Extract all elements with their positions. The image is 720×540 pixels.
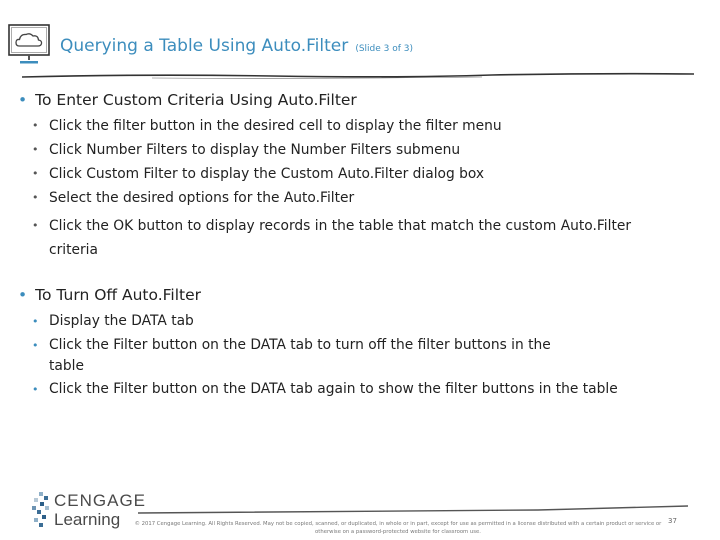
list-item: • Click the Filter button on the DATA tab to turn off the filter buttons in the table — [32, 337, 551, 374]
footer-divider — [138, 497, 688, 517]
bullet: • — [18, 286, 28, 304]
list-item: • Click Number Filters to display the Number Filters submenu — [32, 142, 461, 158]
list-item: • Click the Filter button on the DATA tab again to show the filter buttons in the table — [32, 381, 618, 397]
bullet: • — [18, 91, 28, 109]
turn-off-steps — [30, 311, 670, 400]
title-text: Querying a Table Using Auto.Filter — [60, 36, 349, 56]
list-item: • Click Custom Filter to display the Custom Auto.Filter dialog box — [32, 166, 485, 182]
logo-text-cengage: CENGAGE — [54, 491, 147, 510]
section-heading-text: To Turn Off Auto.Filter — [35, 286, 202, 304]
custom-criteria-steps — [30, 114, 670, 262]
section-heading-custom-criteria — [18, 91, 357, 109]
copyright-notice: © 2017 Cengage Learning. All Rights Reserved. May not be copied, scanned, or duplicated, in whole or in part, except for use as permitted in a license distributed with a certain product or service or otherwise on a password-protected website for classroom use. — [134, 521, 662, 535]
cengage-logo — [30, 488, 147, 530]
page-number: 37 — [668, 517, 677, 525]
title-divider — [22, 70, 694, 84]
section-heading-text: To Enter Custom Criteria Using Auto.Filter — [35, 91, 357, 109]
list-item: • Display the DATA tab — [32, 313, 194, 329]
section-heading-turn-off — [18, 286, 201, 304]
list-item: • Click the OK button to display records in the table that match the custom Auto.Filter criteria — [32, 218, 632, 258]
logo-text-learning: Learning — [54, 510, 121, 529]
cengage-logo-icon — [30, 490, 52, 530]
title-subtitle: (Slide 3 of 3) — [355, 44, 414, 54]
cloud-monitor-icon — [6, 22, 56, 66]
slide-title — [60, 36, 413, 56]
list-item: • Click the filter button in the desired cell to display the filter menu — [32, 118, 502, 134]
list-item: • Select the desired options for the Auto.Filter — [32, 190, 355, 206]
